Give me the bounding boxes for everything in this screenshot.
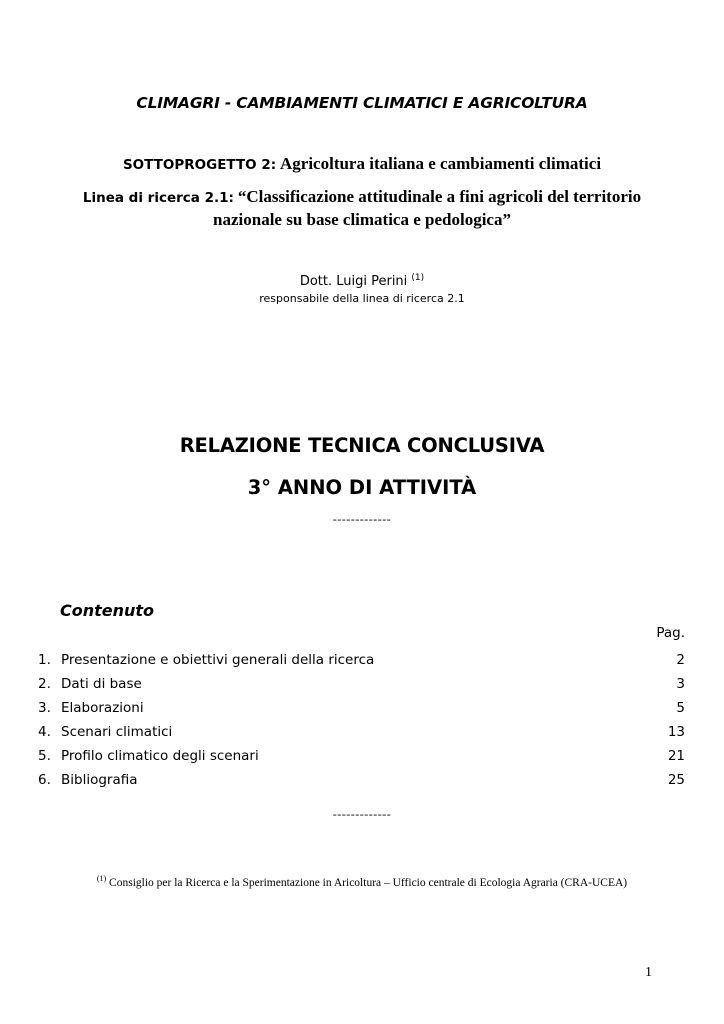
toc-item-title: Scenari climatici xyxy=(61,724,173,740)
author-note-ref: (1) xyxy=(411,273,425,283)
toc-item-number: 2. xyxy=(38,676,51,692)
subproject-value: Agricoltura italiana e cambiamenti climatici xyxy=(280,154,602,173)
subproject-line xyxy=(0,154,724,174)
document-title: CLIMAGRI - CAMBIAMENTI CLIMATICI E AGRICOLTURA xyxy=(136,94,588,112)
toc-item-page: 25 xyxy=(667,772,685,788)
footnote-text: Consiglio per la Ricerca e la Sperimentazione in Aricoltura – Ufficio centrale di Ecologia Agraria (CRA-UCEA) xyxy=(109,877,628,889)
toc-item[interactable] xyxy=(38,672,685,696)
author-role: responsabile della linea di ricerca 2.1 xyxy=(259,292,465,305)
report-title: RELAZIONE TECNICA CONCLUSIVA xyxy=(179,434,545,457)
author-name: Dott. Luigi Perini xyxy=(299,274,408,289)
toc-item-title: Bibliografia xyxy=(61,772,138,788)
table-of-contents xyxy=(38,648,685,792)
toc-item-number: 3. xyxy=(38,700,51,716)
subproject-label: SOTTOPROGETTO 2: xyxy=(122,157,277,173)
toc-item-title: Presentazione e obiettivi generali della ricerca xyxy=(61,652,375,668)
toc-item[interactable] xyxy=(38,648,685,672)
toc-item-number: 1. xyxy=(38,652,51,668)
toc-item-page: 13 xyxy=(667,724,685,740)
footnote-ref: (1) xyxy=(96,874,107,883)
research-line-value-1: “Classificazione attitudinale a fini agricoli del territorio xyxy=(237,187,642,206)
page-number: 1 xyxy=(645,965,652,980)
toc-item-title: Profilo climatico degli scenari xyxy=(61,748,259,764)
separator: ------------- xyxy=(332,807,392,821)
research-line xyxy=(0,186,724,232)
toc-item[interactable] xyxy=(38,744,685,768)
separator: ------------- xyxy=(332,512,392,526)
footnote xyxy=(0,874,724,889)
toc-item-number: 5. xyxy=(38,748,51,764)
toc-item-page: 21 xyxy=(667,748,685,764)
toc-item-title: Dati di base xyxy=(61,676,142,692)
toc-item-number: 6. xyxy=(38,772,51,788)
contents-heading: Contenuto xyxy=(60,601,155,620)
toc-item-page: 3 xyxy=(676,676,685,692)
toc-item[interactable] xyxy=(38,696,685,720)
toc-item[interactable] xyxy=(38,768,685,792)
research-line-label: Linea di ricerca 2.1: xyxy=(82,190,234,206)
toc-item-page: 2 xyxy=(676,652,685,668)
toc-item-page: 5 xyxy=(676,700,685,716)
toc-item-title: Elaborazioni xyxy=(61,700,144,716)
research-line-value-2: nazionale su base climatica e pedologica” xyxy=(213,210,511,229)
toc-item[interactable] xyxy=(38,720,685,744)
page-column-label: Pag. xyxy=(656,625,685,641)
author-line xyxy=(0,273,724,289)
toc-item-number: 4. xyxy=(38,724,51,740)
report-year: 3° ANNO DI ATTIVITÀ xyxy=(247,476,477,499)
